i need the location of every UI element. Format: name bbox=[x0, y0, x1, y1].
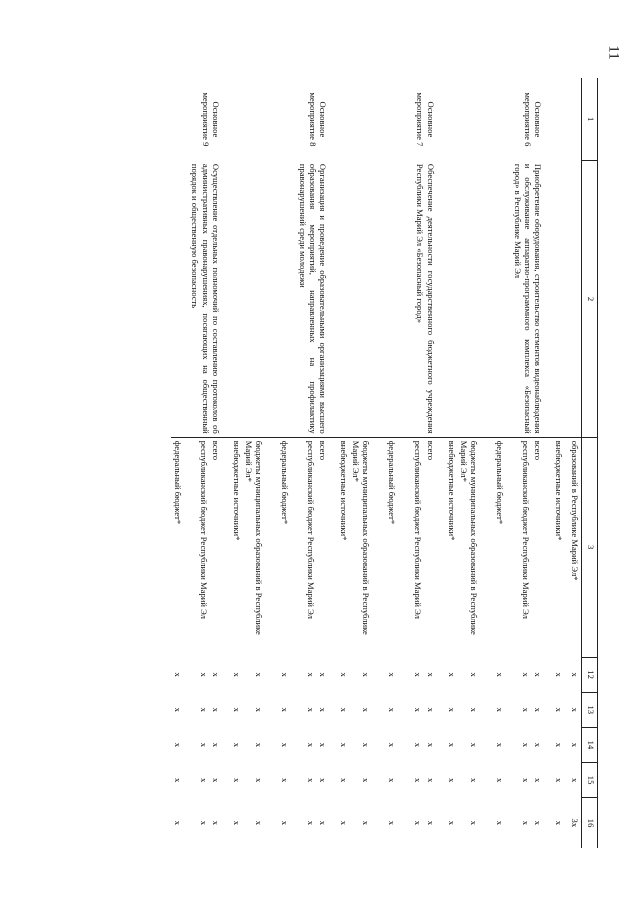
funding-source: внебюджетные источники* bbox=[227, 437, 243, 657]
funding-source: федеральный бюджет* bbox=[171, 437, 183, 657]
funding-source: всего bbox=[317, 437, 334, 657]
cell-value: х bbox=[554, 820, 564, 825]
funding-source: всего bbox=[424, 437, 441, 657]
cell-value: х bbox=[533, 707, 543, 712]
cell-value: х bbox=[533, 672, 543, 677]
funding-source: республиканский бюджет Республики Марий Эл bbox=[398, 437, 424, 657]
cell-value: х bbox=[494, 707, 505, 712]
cell-value: х bbox=[318, 742, 329, 748]
cell-value: х bbox=[361, 777, 372, 783]
cell-value: х bbox=[446, 820, 457, 825]
header-col-2: 2 bbox=[582, 161, 598, 437]
funding-table bbox=[171, 78, 598, 848]
table-row bbox=[532, 78, 549, 848]
cell-value: х bbox=[280, 777, 291, 783]
funding-source: внебюджетные источники* bbox=[334, 437, 350, 657]
cell-value: х bbox=[210, 777, 221, 783]
measure-description: Организация и проведение образовательными организациями высшего образования мероприятий, направленных на профилактику правонарушений среди молодежи bbox=[297, 163, 329, 434]
table-row bbox=[549, 78, 565, 848]
cell-value: х bbox=[306, 777, 317, 783]
header-col-14: 14 bbox=[582, 727, 598, 762]
cell-value: х bbox=[425, 672, 436, 677]
cell-value: х bbox=[198, 777, 209, 783]
cell-value: х bbox=[339, 742, 350, 748]
cell-value: х bbox=[570, 672, 580, 677]
cell-value: х bbox=[554, 777, 564, 783]
cell-value: х bbox=[494, 777, 505, 783]
measure-description: Осуществление отдельных полномочий по составлению протоколов об административных правонарушениях, посягающих на общественный порядок и общественную безопасность bbox=[190, 163, 221, 434]
cell-value: х bbox=[413, 707, 424, 712]
cell-value: х bbox=[446, 777, 457, 783]
cell-value: х bbox=[446, 672, 457, 677]
cell-value: х bbox=[570, 742, 580, 748]
cell-value: х bbox=[231, 707, 242, 712]
funding-source: всего bbox=[210, 437, 227, 657]
cell-value: х bbox=[413, 777, 424, 783]
cell-value: х bbox=[198, 742, 209, 748]
cell-value: х bbox=[533, 742, 543, 748]
cell-value: х bbox=[254, 742, 265, 748]
cell-value: х bbox=[387, 672, 398, 677]
cell-value: х bbox=[231, 742, 242, 748]
funding-source: образований в Республике Марий Эл* bbox=[565, 437, 582, 657]
cell-value: х bbox=[280, 672, 291, 677]
cell-value: х bbox=[570, 707, 580, 712]
funding-source: внебюджетные источники* bbox=[442, 437, 458, 657]
funding-source: федеральный бюджет* bbox=[372, 437, 398, 657]
funding-source: бюджеты муниципальных образований в Республике Марий Эл* bbox=[243, 437, 265, 657]
cell-value: х bbox=[172, 707, 183, 712]
cell-value: х bbox=[210, 742, 221, 748]
cell-value: х bbox=[254, 672, 265, 677]
cell-value: х bbox=[318, 672, 329, 677]
table-row bbox=[565, 78, 582, 848]
cell-value: х bbox=[446, 707, 457, 712]
cell-value: х bbox=[387, 777, 398, 783]
cell-value: х bbox=[387, 742, 398, 748]
cell-value: х bbox=[280, 707, 291, 712]
cell-value: х bbox=[494, 820, 505, 825]
funding-source: республиканский бюджет Республики Марий Эл bbox=[506, 437, 532, 657]
cell-value: х bbox=[198, 672, 209, 677]
cell-value: х bbox=[570, 777, 580, 783]
measure-label: Основное мероприятие 7 bbox=[415, 92, 436, 147]
cell-value: х bbox=[425, 707, 436, 712]
cell-value: х bbox=[361, 672, 372, 677]
cell-value: х bbox=[198, 820, 209, 825]
cell-value: 3х bbox=[570, 818, 580, 828]
header-col-12: 12 bbox=[582, 657, 598, 692]
measure-description: Приобретение оборудования, строительство сегментов видеонаблюдения и обслуживание аппаратно-программного комплекса «Безопасный город» в Республике Марий Эл bbox=[512, 163, 543, 434]
funding-source: федеральный бюджет* bbox=[265, 437, 291, 657]
cell-value: х bbox=[231, 777, 242, 783]
cell-value: х bbox=[520, 742, 531, 748]
cell-value: х bbox=[339, 820, 350, 825]
cell-value: х bbox=[172, 777, 183, 783]
cell-value: х bbox=[468, 820, 479, 825]
cell-value: х bbox=[554, 742, 564, 748]
cell-value: х bbox=[280, 820, 291, 825]
cell-value: х bbox=[413, 742, 424, 748]
header-col-15: 15 bbox=[582, 763, 598, 798]
cell-value: х bbox=[413, 820, 424, 825]
cell-value: х bbox=[231, 820, 242, 825]
cell-value: х bbox=[280, 742, 291, 748]
cell-value: х bbox=[254, 707, 265, 712]
cell-value: х bbox=[387, 707, 398, 712]
cell-value: х bbox=[520, 707, 531, 712]
cell-value: х bbox=[318, 707, 329, 712]
cell-value: х bbox=[210, 707, 221, 712]
cell-value: х bbox=[494, 672, 505, 677]
cell-value: х bbox=[306, 672, 317, 677]
cell-value: х bbox=[361, 707, 372, 712]
funding-source: бюджеты муниципальных образований в Республике Марий Эл* bbox=[458, 437, 480, 657]
table-row bbox=[210, 78, 227, 848]
cell-value: х bbox=[554, 707, 564, 712]
cell-value: х bbox=[425, 777, 436, 783]
cell-value: х bbox=[468, 672, 479, 677]
cell-value: х bbox=[339, 777, 350, 783]
header-col-1: 1 bbox=[582, 78, 598, 161]
funding-source: республиканский бюджет Республики Марий Эл bbox=[184, 437, 210, 657]
table-header bbox=[582, 78, 598, 848]
cell-value: х bbox=[425, 820, 436, 825]
measure-description: Обеспечение деятельности государственного бюджетного учреждения Республики Марий Эл «Безопасный город» bbox=[415, 163, 436, 434]
cell-value: х bbox=[172, 672, 183, 677]
cell-value: х bbox=[533, 820, 543, 825]
cell-value: х bbox=[172, 820, 183, 825]
rotated-page bbox=[108, 78, 598, 848]
cell-value: х bbox=[361, 742, 372, 748]
cell-value: х bbox=[339, 672, 350, 677]
cell-value: х bbox=[446, 742, 457, 748]
cell-value: х bbox=[468, 777, 479, 783]
cell-value: х bbox=[425, 742, 436, 748]
cell-value: х bbox=[172, 742, 183, 748]
header-col-3: 3 bbox=[582, 437, 598, 657]
funding-source: республиканский бюджет Республики Марий Эл bbox=[291, 437, 317, 657]
cell-value: х bbox=[468, 742, 479, 748]
table-row bbox=[424, 78, 441, 848]
cell-value: х bbox=[306, 707, 317, 712]
funding-source: бюджеты муниципальных образований в Республике Марий Эл* bbox=[350, 437, 372, 657]
cell-value: х bbox=[318, 777, 329, 783]
cell-value: х bbox=[494, 742, 505, 748]
cell-value: х bbox=[554, 672, 564, 677]
cell-value: х bbox=[339, 707, 350, 712]
cell-value: х bbox=[318, 820, 329, 825]
funding-source: всего bbox=[532, 437, 549, 657]
cell-value: х bbox=[210, 672, 221, 677]
cell-value: х bbox=[520, 820, 531, 825]
cell-value: х bbox=[306, 820, 317, 825]
measure-label: Основное мероприятие 8 bbox=[308, 92, 329, 147]
table-row bbox=[317, 78, 334, 848]
cell-value: х bbox=[198, 707, 209, 712]
cell-value: х bbox=[520, 777, 531, 783]
header-col-13: 13 bbox=[582, 692, 598, 727]
header-col-16: 16 bbox=[582, 798, 598, 848]
funding-source: федеральный бюджет* bbox=[480, 437, 506, 657]
cell-value: х bbox=[231, 672, 242, 677]
cell-value: х bbox=[533, 777, 543, 783]
funding-source: внебюджетные источники* bbox=[549, 437, 565, 657]
cell-value: х bbox=[306, 742, 317, 748]
page-number: 11 bbox=[605, 45, 622, 60]
cell-value: х bbox=[254, 820, 265, 825]
cell-value: х bbox=[468, 707, 479, 712]
measure-label: Основное мероприятие 6 bbox=[522, 92, 543, 147]
cell-value: х bbox=[361, 820, 372, 825]
cell-value: х bbox=[413, 672, 424, 677]
cell-value: х bbox=[254, 777, 265, 783]
cell-value: х bbox=[387, 820, 398, 825]
cell-value: х bbox=[520, 672, 531, 677]
cell-value: х bbox=[210, 820, 221, 825]
measure-label: Основное мероприятие 9 bbox=[200, 92, 221, 147]
